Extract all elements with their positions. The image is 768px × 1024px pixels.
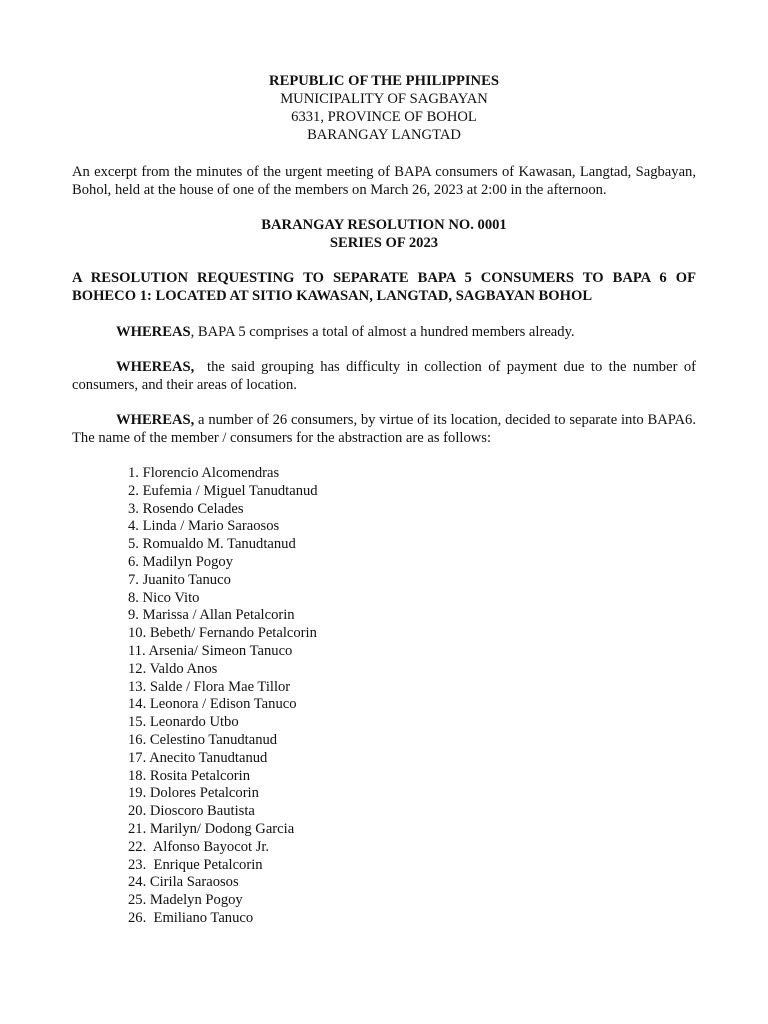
list-item: 21. Marilyn/ Dodong Garcia [128,820,295,837]
list-item: 3. Rosendo Celades [128,500,244,517]
list-item: 16. Celestino Tanudtanud [128,731,278,748]
list-item: 22. Alfonso Bayocot Jr. [128,838,270,855]
list-item: 11. Arsenia/ Simeon Tanuco [128,642,293,659]
list-item: 10. Bebeth/ Fernando Petalcorin [128,625,317,642]
resolution-title: A RESOLUTION REQUESTING TO SEPARATE BAPA 5 CONSUMERS TO BAPA 6 OF BOHECO 1: LOCATED AT SITIO KAWASAN, LANGTAD, SAGBAYAN BOHOL [72,270,696,304]
whereas-clause-1 [72,323,696,341]
list-item: 4. Linda / Mario Saraosos [128,518,280,535]
whereas-text: the said grouping has difficulty in collection of payment due to the number of consumers, and their areas of location. [72,359,700,393]
list-item: 19. Dolores Petalcorin [128,785,259,802]
header-province: 6331, PROVINCE OF BOHOL [291,109,477,125]
list-item: 5. Romualdo M. Tanudtanud [128,536,296,553]
list-item: 12. Valdo Anos [128,660,218,677]
resolution-heading [72,216,696,252]
resolution-series: SERIES OF 2023 [329,235,439,251]
whereas-label: WHEREAS [116,324,191,340]
list-item: 20. Dioscoro Bautista [128,803,255,820]
list-item: 2. Eufemia / Miguel Tanudtanud [128,482,318,499]
list-item: 15. Leonardo Utbo [128,714,239,731]
header-republic: REPUBLIC OF THE PHILIPPINES [269,73,499,89]
list-item: 7. Juanito Tanuco [128,571,231,588]
whereas-text: a number of 26 consumers, by virtue of its location, decided to separate into BAPA6. The name of the member / consumers for the abstraction are as follows: [72,412,696,446]
list-item: 6. Madilyn Pogoy [128,553,233,570]
list-item: 23. Enrique Petalcorin [128,856,263,873]
list-item: 14. Leonora / Edison Tanuco [128,696,297,713]
document-page [72,72,700,928]
list-item: 13. Salde / Flora Mae Tillor [128,678,291,695]
intro-paragraph: An excerpt from the minutes of the urgent meeting of BAPA consumers of Kawasan, Langtad, Sagbayan, Bohol, held at the house of one of the members on March 26, 2023 at 2:00 in the afternoon. [72,164,696,198]
list-item: 24. Cirila Saraosos [128,874,239,891]
list-item: 18. Rosita Petalcorin [128,767,251,784]
whereas-clause-2 [72,358,700,394]
whereas-label: WHEREAS, [116,359,195,375]
whereas-label: WHEREAS, [116,412,195,428]
list-item: 26. Emiliano Tanuco [128,909,254,926]
whereas-clause-3 [72,411,696,447]
document-header [72,72,696,144]
header-municipality: MUNICIPALITY OF SAGBAYAN [280,91,488,107]
list-item: 17. Anecito Tanudtanud [128,749,268,766]
header-barangay: BARANGAY LANGTAD [307,127,461,143]
list-item: 25. Madelyn Pogoy [128,892,243,909]
list-item: 1. Florencio Alcomendras [128,465,280,481]
list-item: 8. Nico Vito [128,589,200,606]
resolution-number: BARANGAY RESOLUTION NO. 0001 [261,217,507,233]
whereas-text: , BAPA 5 comprises a total of almost a hundred members already. [190,324,575,340]
list-item: 9. Marissa / Allan Petalcorin [128,607,295,624]
member-list [128,465,696,928]
